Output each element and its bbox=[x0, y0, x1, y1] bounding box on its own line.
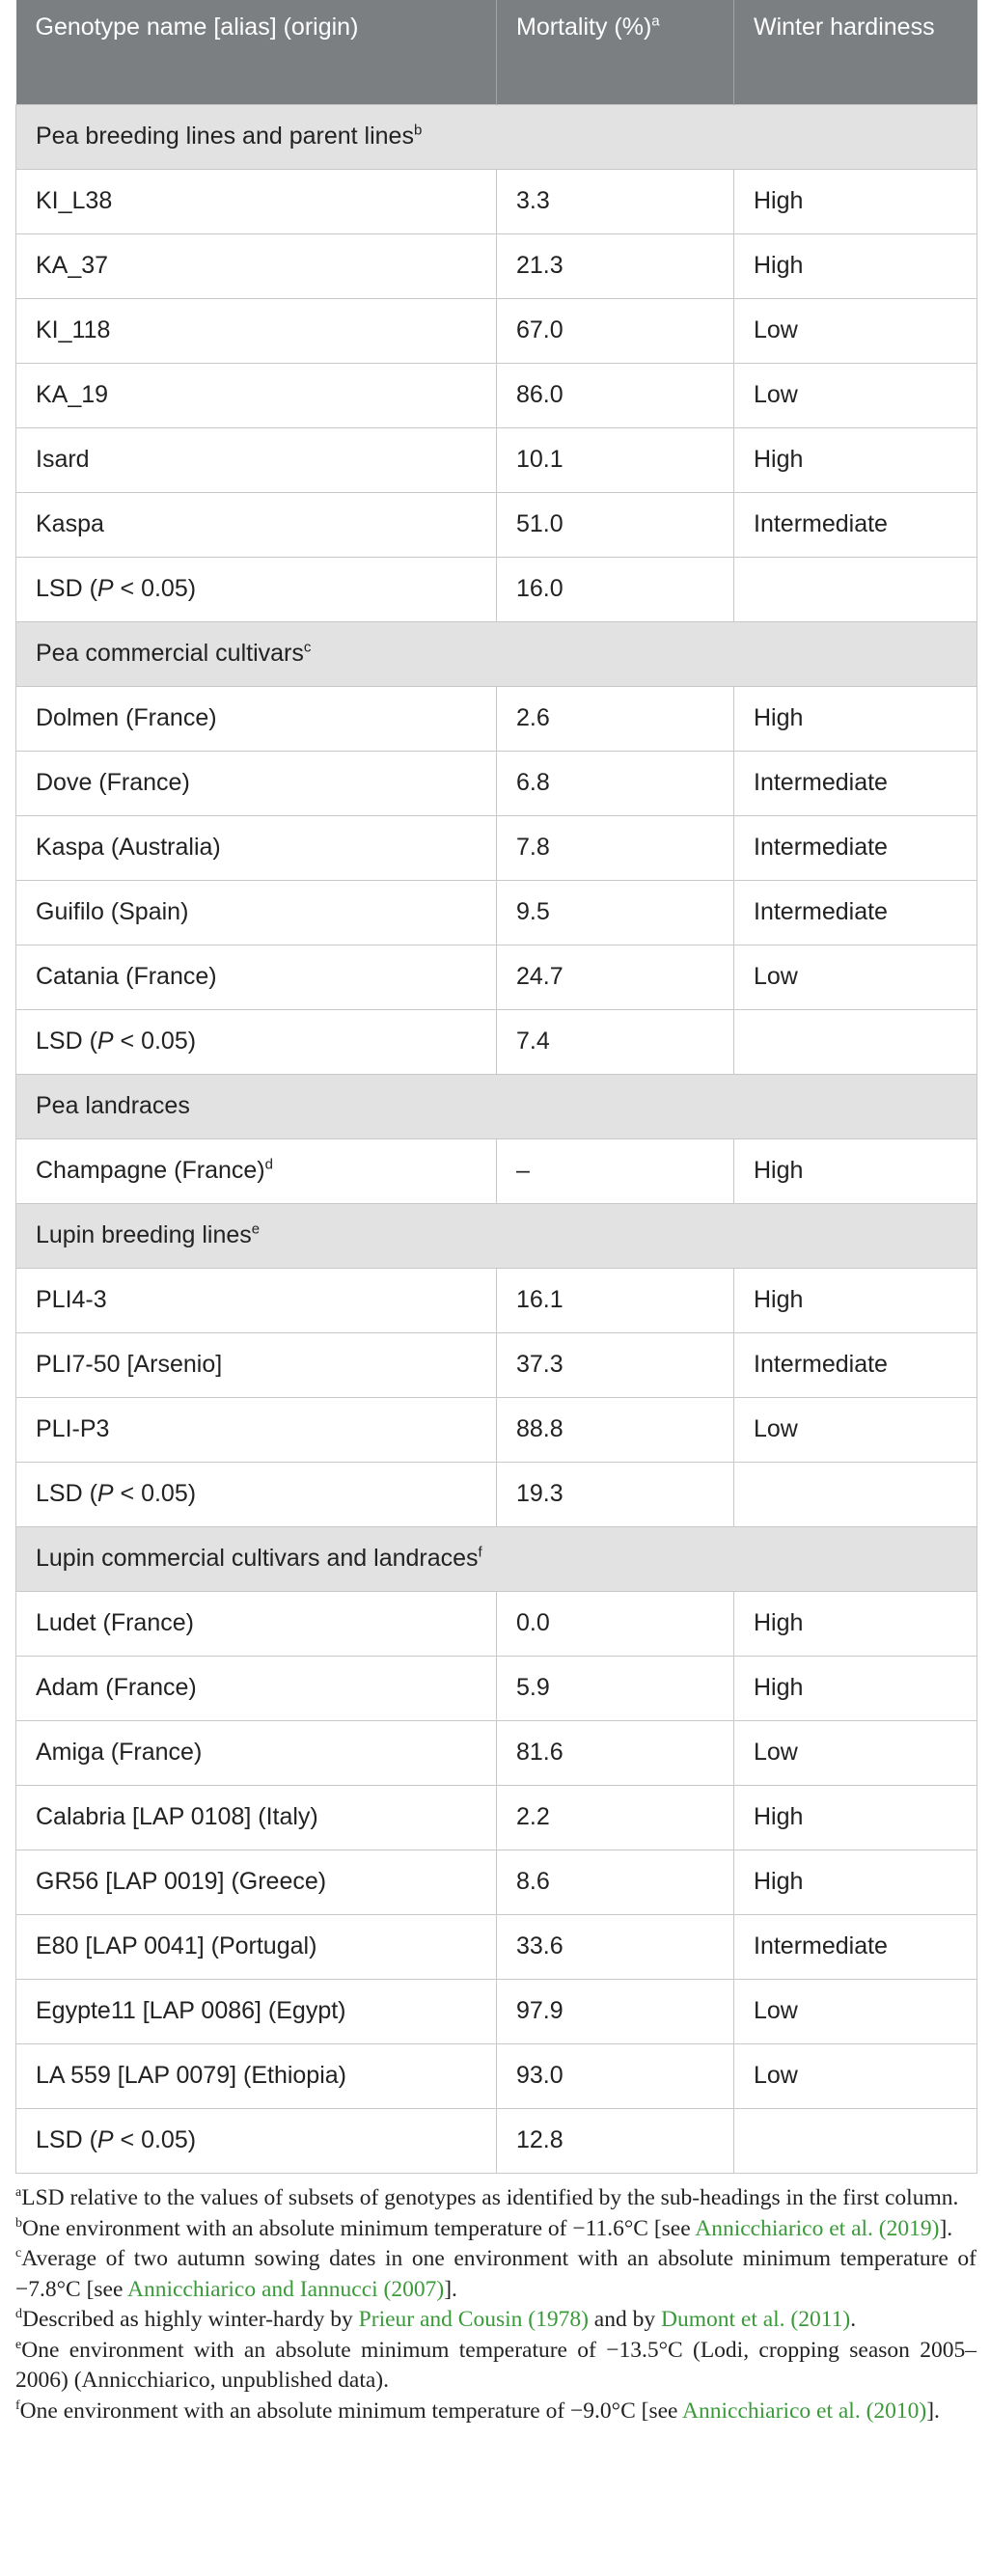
hardiness-cell: High bbox=[734, 1138, 977, 1203]
hardiness-cell: High bbox=[734, 1656, 977, 1720]
genotype-cell bbox=[16, 686, 497, 751]
genotype-cell bbox=[16, 1979, 497, 2043]
genotype-cell bbox=[16, 751, 497, 815]
footnote bbox=[15, 2244, 976, 2305]
footnote-text: . bbox=[850, 2307, 857, 2332]
footnotes bbox=[15, 2183, 976, 2426]
table-row bbox=[16, 686, 977, 751]
genotype-name: Catania (France) bbox=[36, 963, 217, 990]
section-title: Lupin breeding lines bbox=[36, 1221, 252, 1248]
table-row bbox=[16, 1785, 977, 1850]
genotype-cell bbox=[16, 1914, 497, 1979]
section-title: Lupin commercial cultivars and landraces bbox=[36, 1545, 479, 1572]
section-heading-row bbox=[16, 621, 977, 686]
mortality-cell: 6.8 bbox=[497, 751, 734, 815]
genotype-name: KI_118 bbox=[36, 316, 111, 343]
lsd-row bbox=[16, 557, 977, 621]
footnote-mark: b bbox=[15, 2215, 22, 2231]
hardiness-cell: Low bbox=[734, 1397, 977, 1462]
mortality-cell: 88.8 bbox=[497, 1397, 734, 1462]
genotype-cell bbox=[16, 1397, 497, 1462]
mortality-cell: 5.9 bbox=[497, 1656, 734, 1720]
table-row bbox=[16, 169, 977, 233]
mortality-cell: 67.0 bbox=[497, 298, 734, 363]
footnote bbox=[15, 2183, 976, 2214]
genotype-cell bbox=[16, 298, 497, 363]
hardiness-cell: Intermediate bbox=[734, 815, 977, 880]
genotype-cell bbox=[16, 233, 497, 298]
mortality-cell: 33.6 bbox=[497, 1914, 734, 1979]
section-title: Pea breeding lines and parent lines bbox=[36, 123, 414, 150]
footnote-text: ]. bbox=[444, 2276, 457, 2302]
lsd-empty-cell bbox=[734, 1462, 977, 1526]
footnote-mark: d bbox=[264, 1156, 273, 1173]
genotype-name: PLI4-3 bbox=[36, 1286, 107, 1313]
lsd-empty-cell bbox=[734, 1009, 977, 1074]
table-row bbox=[16, 233, 977, 298]
mortality-cell: 51.0 bbox=[497, 492, 734, 557]
genotype-name: GR56 [LAP 0019] (Greece) bbox=[36, 1868, 327, 1895]
hardiness-cell: Intermediate bbox=[734, 1914, 977, 1979]
genotype-name: Kaspa bbox=[36, 510, 104, 537]
genotype-name: Ludet (France) bbox=[36, 1609, 194, 1636]
table-row bbox=[16, 363, 977, 427]
mortality-cell: 3.3 bbox=[497, 169, 734, 233]
section-heading-row bbox=[16, 1074, 977, 1138]
section-heading bbox=[16, 1203, 977, 1268]
footnote bbox=[15, 2336, 976, 2397]
genotype-name: Adam (France) bbox=[36, 1674, 197, 1701]
mortality-cell: 8.6 bbox=[497, 1850, 734, 1914]
genotype-cell bbox=[16, 2043, 497, 2108]
genotype-name: Dove (France) bbox=[36, 769, 190, 796]
genotype-cell bbox=[16, 1591, 497, 1656]
citation-link[interactable]: Annicchiarico et al. (2010) bbox=[682, 2398, 927, 2424]
hardiness-cell: Intermediate bbox=[734, 1332, 977, 1397]
citation-link[interactable]: Annicchiarico et al. (2019) bbox=[695, 2215, 940, 2241]
footnote bbox=[15, 2305, 976, 2336]
table-row bbox=[16, 1591, 977, 1656]
genotype-name: Guifilo (Spain) bbox=[36, 898, 189, 925]
lsd-row bbox=[16, 2108, 977, 2173]
genotype-cell bbox=[16, 1138, 497, 1203]
section-heading bbox=[16, 104, 977, 169]
genotype-cell bbox=[16, 1656, 497, 1720]
table-row bbox=[16, 492, 977, 557]
hardiness-cell: High bbox=[734, 427, 977, 492]
table-row bbox=[16, 1656, 977, 1720]
table-row bbox=[16, 2043, 977, 2108]
mortality-cell: 21.3 bbox=[497, 233, 734, 298]
hardiness-cell: Low bbox=[734, 945, 977, 1009]
footnote-mark: d bbox=[15, 2307, 22, 2322]
lsd-value: 16.0 bbox=[497, 557, 734, 621]
genotype-name: Kaspa (Australia) bbox=[36, 834, 221, 861]
genotype-name: KA_37 bbox=[36, 252, 109, 279]
mortality-cell: 10.1 bbox=[497, 427, 734, 492]
genotype-cell bbox=[16, 1332, 497, 1397]
lsd-row bbox=[16, 1462, 977, 1526]
hardiness-cell: Intermediate bbox=[734, 492, 977, 557]
section-heading bbox=[16, 1074, 977, 1138]
citation-link[interactable]: Annicchiarico and Iannucci (2007) bbox=[127, 2276, 445, 2302]
mortality-cell: 2.6 bbox=[497, 686, 734, 751]
footnote-mark: c bbox=[303, 639, 312, 656]
hardiness-cell: Low bbox=[734, 363, 977, 427]
section-heading bbox=[16, 1526, 977, 1591]
hardiness-cell: High bbox=[734, 1850, 977, 1914]
footnote-mark: e bbox=[251, 1220, 261, 1238]
section-heading-row bbox=[16, 1203, 977, 1268]
section-title: Pea landraces bbox=[36, 1092, 190, 1119]
footnote-text: One environment with an absolute minimum temperature of −9.0°C [see bbox=[19, 2398, 683, 2424]
genotype-name: Egypte11 [LAP 0086] (Egypt) bbox=[36, 1997, 346, 2024]
footnote-mark: f bbox=[15, 2398, 20, 2413]
genotype-cell bbox=[16, 363, 497, 427]
table-row bbox=[16, 1332, 977, 1397]
genotype-name: Calabria [LAP 0108] (Italy) bbox=[36, 1803, 318, 1830]
footnote-text: ]. bbox=[939, 2215, 953, 2241]
data-table-container bbox=[15, 0, 976, 2174]
footnote-mark: a bbox=[15, 2185, 22, 2201]
lsd-value: 7.4 bbox=[497, 1009, 734, 1074]
lsd-label: LSD (P < 0.05) bbox=[16, 557, 497, 621]
hardiness-cell: High bbox=[734, 233, 977, 298]
genotype-cell bbox=[16, 945, 497, 1009]
header-genotype: Genotype name [alias] (origin) bbox=[16, 0, 497, 104]
genotype-name: KA_19 bbox=[36, 381, 109, 408]
footnote-text: Described as highly winter-hardy by bbox=[22, 2307, 359, 2332]
section-heading-row bbox=[16, 1526, 977, 1591]
genotype-name: Amiga (France) bbox=[36, 1739, 203, 1766]
genotype-name: LA 559 [LAP 0079] (Ethiopia) bbox=[36, 2062, 346, 2089]
footnote-mark: e bbox=[15, 2337, 22, 2352]
section-title: Pea commercial cultivars bbox=[36, 640, 304, 667]
footnote-mark: b bbox=[413, 122, 423, 139]
table-row bbox=[16, 1268, 977, 1332]
genotype-cell bbox=[16, 1850, 497, 1914]
footnote-text: and by bbox=[588, 2307, 661, 2332]
table-row bbox=[16, 751, 977, 815]
citation-link[interactable]: Prieur and Cousin (1978) bbox=[358, 2307, 589, 2332]
genotype-cell bbox=[16, 880, 497, 945]
lsd-empty-cell bbox=[734, 557, 977, 621]
genotype-cell bbox=[16, 815, 497, 880]
table-row bbox=[16, 880, 977, 945]
footnote-text: ]. bbox=[926, 2398, 940, 2424]
genotype-cell bbox=[16, 169, 497, 233]
lsd-label: LSD (P < 0.05) bbox=[16, 1462, 497, 1526]
genotype-name: PLI7-50 [Arsenio] bbox=[36, 1351, 223, 1378]
table-row bbox=[16, 1397, 977, 1462]
citation-link[interactable]: Dumont et al. (2011) bbox=[660, 2307, 851, 2332]
mortality-cell: 16.1 bbox=[497, 1268, 734, 1332]
lsd-value: 19.3 bbox=[497, 1462, 734, 1526]
genotype-cell bbox=[16, 492, 497, 557]
table-row bbox=[16, 298, 977, 363]
hardiness-cell: Intermediate bbox=[734, 880, 977, 945]
genotype-cell bbox=[16, 1268, 497, 1332]
mortality-cell: 37.3 bbox=[497, 1332, 734, 1397]
hardiness-cell: Intermediate bbox=[734, 751, 977, 815]
genotype-name: Champagne (France) bbox=[36, 1157, 265, 1184]
header-mortality-footnote-mark: a bbox=[651, 13, 660, 30]
footnote bbox=[15, 2214, 976, 2245]
lsd-value: 12.8 bbox=[497, 2108, 734, 2173]
hardiness-cell: Low bbox=[734, 2043, 977, 2108]
lsd-label: LSD (P < 0.05) bbox=[16, 1009, 497, 1074]
lsd-row bbox=[16, 1009, 977, 1074]
header-mortality: Mortality (%)$^a$ bbox=[497, 0, 734, 104]
footnote-text: One environment with an absolute minimum temperature of −13.5°C (Lodi, cropping season 2005–2006) (Annicchiarico, unpublished data). bbox=[15, 2337, 976, 2393]
footnote-mark: f bbox=[478, 1544, 482, 1561]
table-row bbox=[16, 815, 977, 880]
table-row bbox=[16, 1914, 977, 1979]
hardiness-cell: Low bbox=[734, 1720, 977, 1785]
genotype-name: E80 [LAP 0041] (Portugal) bbox=[36, 1932, 317, 1959]
section-heading-row bbox=[16, 104, 977, 169]
footnote-mark: c bbox=[15, 2246, 22, 2261]
hardiness-cell: High bbox=[734, 686, 977, 751]
mortality-cell: 2.2 bbox=[497, 1785, 734, 1850]
mortality-cell: – bbox=[497, 1138, 734, 1203]
hardiness-cell: Low bbox=[734, 1979, 977, 2043]
mortality-cell: 81.6 bbox=[497, 1720, 734, 1785]
footnote-text: LSD relative to the values of subsets of genotypes as identified by the sub-headings in the first column. bbox=[21, 2185, 959, 2210]
table-header-row bbox=[16, 0, 977, 104]
footnote bbox=[15, 2397, 976, 2427]
table-row bbox=[16, 1138, 977, 1203]
mortality-cell: 0.0 bbox=[497, 1591, 734, 1656]
winter-hardiness-table bbox=[15, 0, 977, 2174]
mortality-cell: 97.9 bbox=[497, 1979, 734, 2043]
table-row bbox=[16, 1850, 977, 1914]
mortality-cell: 93.0 bbox=[497, 2043, 734, 2108]
genotype-name: KI_L38 bbox=[36, 187, 113, 214]
genotype-name: Isard bbox=[36, 446, 90, 473]
hardiness-cell: High bbox=[734, 169, 977, 233]
mortality-cell: 86.0 bbox=[497, 363, 734, 427]
genotype-cell bbox=[16, 1785, 497, 1850]
table-row bbox=[16, 427, 977, 492]
table-row bbox=[16, 945, 977, 1009]
hardiness-cell: Low bbox=[734, 298, 977, 363]
hardiness-cell: High bbox=[734, 1268, 977, 1332]
genotype-cell bbox=[16, 427, 497, 492]
mortality-cell: 24.7 bbox=[497, 945, 734, 1009]
genotype-name: PLI-P3 bbox=[36, 1415, 110, 1442]
genotype-name: Dolmen (France) bbox=[36, 704, 217, 731]
lsd-label: LSD (P < 0.05) bbox=[16, 2108, 497, 2173]
mortality-cell: 9.5 bbox=[497, 880, 734, 945]
mortality-cell: 7.8 bbox=[497, 815, 734, 880]
footnote-text: One environment with an absolute minimum temperature of −11.6°C [see bbox=[22, 2215, 696, 2241]
hardiness-cell: High bbox=[734, 1591, 977, 1656]
hardiness-cell: High bbox=[734, 1785, 977, 1850]
table-row bbox=[16, 1720, 977, 1785]
lsd-empty-cell bbox=[734, 2108, 977, 2173]
section-heading bbox=[16, 621, 977, 686]
table-row bbox=[16, 1979, 977, 2043]
footnote-text: Average of two autumn sowing dates in one environment with an absolute minimum temperature of −7.8°C [see bbox=[15, 2246, 976, 2302]
header-winter-hardiness: Winter hardiness bbox=[734, 0, 977, 104]
genotype-cell bbox=[16, 1720, 497, 1785]
